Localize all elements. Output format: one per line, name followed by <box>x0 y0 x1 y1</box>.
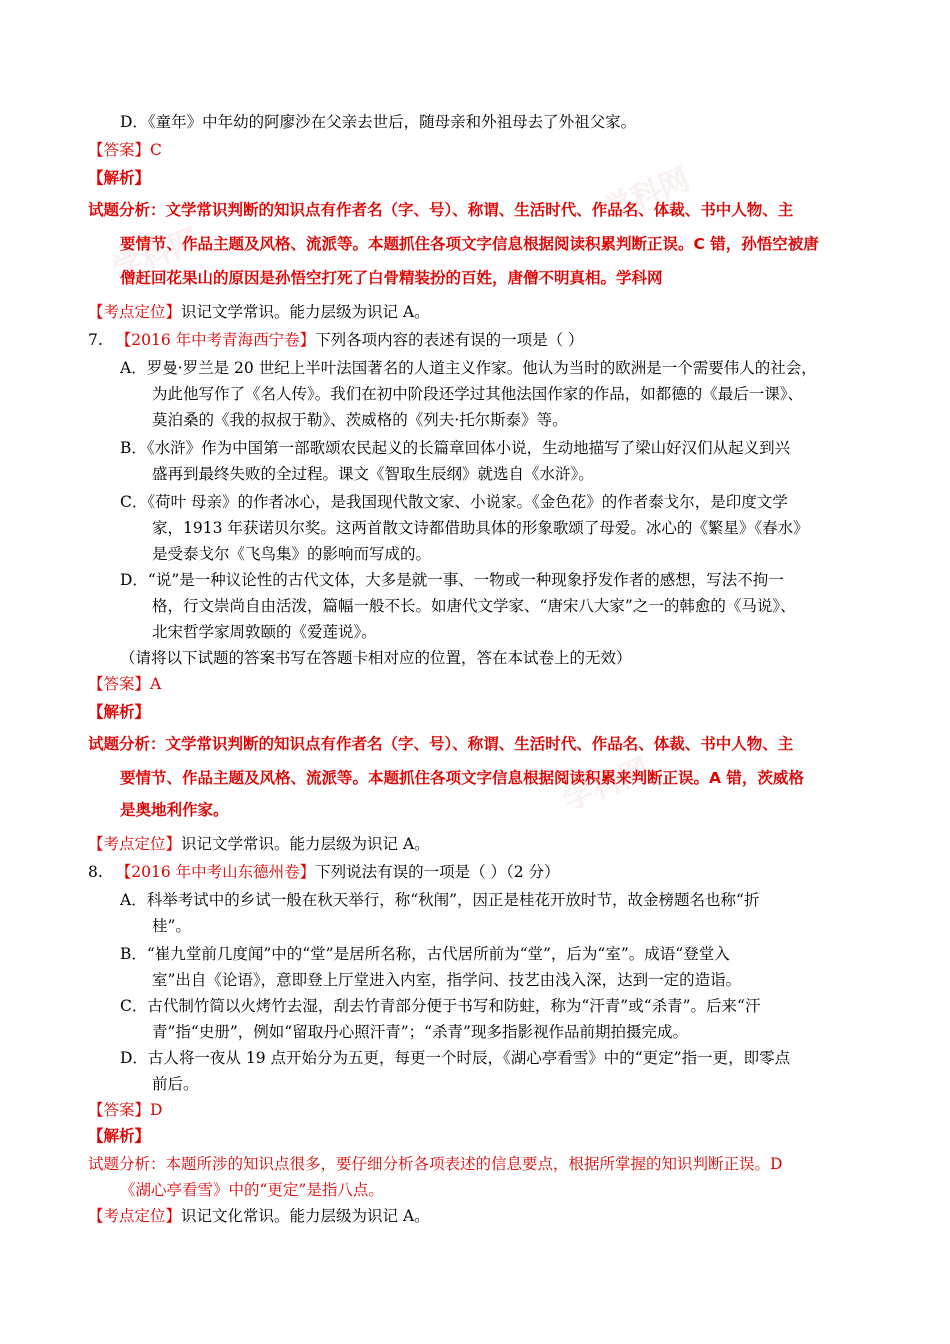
q7-analysis-line-3: 是奥地利作家。 <box>120 801 229 819</box>
q8-option-c-line-1: C．古代制竹简以火烤竹去湿，刮去竹青部分便于书写和防蛀，称为“汗青”或“杀青”。后来“汗 <box>120 997 761 1015</box>
q7-option-d-line-3: 北宋哲学家周敦颐的《爱莲说》。 <box>152 623 377 641</box>
q6-analysis-line-3: 僧赶回花果山的原因是孙悟空打死了白骨精装扮的百姓，唐僧不明真相。学科网 <box>120 269 663 287</box>
answer-label: 【答案】 <box>88 1101 151 1119</box>
q7-note: （请将以下试题的答案书写在答题卡相对应的位置，答在本试卷上的无效） <box>120 649 632 667</box>
q8-analysis-line-2: 《湖心亭看雪》中的“更定”是指八点。 <box>120 1181 384 1199</box>
q7-option-a-line-3: 莫泊桑的《我的叔叔于勒》、茨威格的《列夫·托尔斯泰》等。 <box>152 411 568 429</box>
question-source: 【2016 年中考山东德州卷】 <box>115 863 316 881</box>
q8-option-c-line-2: 青”指“史册”，例如“留取丹心照汗青”；“杀青”现多指影视作品前期拍摄完成。 <box>152 1023 688 1041</box>
q7-option-d-line-1: D．“说”是一种议论性的古代文体，大多是就一事、一物或一种现象抒发作者的感想，写法不拘一 <box>120 571 784 589</box>
kaodian-label: 【考点定位】 <box>88 1207 182 1225</box>
question-stem: 下列各项内容的表述有误的一项是（ ） <box>315 331 584 349</box>
q8-option-b-line-1: B．“崔九堂前几度闻”中的“堂”是居所名称，古代居所前为“堂”，后为“室”。成语“登堂入 <box>120 945 730 963</box>
q7-option-a-line-2: 为此他写作了《名人传》。我们在初中阶段还学过其他法国作家的作品，如都德的《最后一课》、 <box>152 385 804 403</box>
q7-analysis-label: 【解析】 <box>88 702 151 721</box>
q8-stem <box>88 862 560 882</box>
q7-option-b-line-1: B．《水浒》作为中国第一部歌颂农民起义的长篇章回体小说，生动地描写了梁山好汉们从起义到兴 <box>120 439 791 457</box>
q7-option-c-line-1: C．《荷叶 母亲》的作者冰心，是我国现代散文家、小说家。《金色花》的作者泰戈尔，是印度文学 <box>120 493 788 511</box>
q8-option-d-line-1: D．古人将一夜从 19 点开始分为五更，每更一个时辰，《湖心亭看雪》中的“更定”指一更，即零点 <box>120 1049 791 1067</box>
q7-stem <box>88 330 584 350</box>
q7-answer <box>88 674 161 694</box>
q8-analysis-label: 【解析】 <box>88 1126 151 1145</box>
kaodian-text: 识记文学常识。能力层级为识记 A。 <box>181 303 430 321</box>
q7-option-c-line-2: 家，1913 年获诺贝尔奖。这两首散文诗都借助具体的形象歌颂了母爱。冰心的《繁星》《春水》 <box>152 519 809 537</box>
q8-kaodian <box>88 1206 430 1226</box>
answer-label: 【答案】 <box>88 675 151 693</box>
answer-value: A <box>150 675 162 693</box>
q8-option-a-line-2: 桂”。 <box>152 917 191 935</box>
watermark-logo: 学科网 <box>108 222 205 289</box>
q8-analysis-line-1: 试题分析：本题所涉的知识点很多，要仔细分析各项表述的信息要点，根据所掌握的知识判断正误。D <box>88 1155 783 1173</box>
q8-option-a-line-1: A．科举考试中的乡试一般在秋天举行，称“秋闱”，因正是桂花开放时节，故金榜题名也称“折 <box>120 891 760 909</box>
q8-option-b-line-2: 室”出自《论语》，意即登上厅堂进入内室，指学问、技艺由浅入深，达到一定的造诣。 <box>152 971 742 989</box>
kaodian-label: 【考点定位】 <box>88 303 182 321</box>
watermark-logo: 学科网 <box>558 752 655 819</box>
answer-value: C <box>150 141 162 159</box>
q7-analysis-line-1: 试题分析：文学常识判断的知识点有作者名（字、号）、称谓、生活时代、作品名、体裁、书中人物、主 <box>88 735 794 753</box>
kaodian-label: 【考点定位】 <box>88 835 182 853</box>
question-source: 【2016 年中考青海西宁卷】 <box>115 331 316 349</box>
q6-option-d: D．《童年》中年幼的阿廖沙在父亲去世后，随母亲和外祖母去了外祖父家。 <box>120 113 637 131</box>
answer-label: 【答案】 <box>88 141 151 159</box>
q7-option-c-line-3: 是受泰戈尔《飞鸟集》的影响而写成的。 <box>152 545 432 563</box>
question-number: 7. <box>88 331 103 349</box>
q6-analysis-line-2: 要情节、作品主题及风格、流派等。本题抓住各项文字信息根据阅读积累判断正误。C 错，孙悟空被唐 <box>120 235 819 253</box>
watermark-logo: 学科网 <box>598 162 695 229</box>
q8-option-d-line-2: 前后。 <box>152 1075 199 1093</box>
kaodian-text: 识记文化常识。能力层级为识记 A。 <box>181 1207 430 1225</box>
q6-analysis-label: 【解析】 <box>88 168 151 187</box>
q8-answer <box>88 1100 162 1120</box>
q7-option-d-line-2: 格，行文崇尚自由活泼，篇幅一般不长。如唐代文学家、“唐宋八大家”之一的韩愈的《马说》、 <box>152 597 796 615</box>
question-stem: 下列说法有误的一项是（ ）（2 分） <box>315 863 560 881</box>
answer-value: D <box>150 1101 163 1119</box>
q6-answer <box>88 140 162 160</box>
q6-kaodian <box>88 302 430 322</box>
kaodian-text: 识记文学常识。能力层级为识记 A。 <box>181 835 430 853</box>
q6-analysis-line-1: 试题分析：文学常识判断的知识点有作者名（字、号）、称谓、生活时代、作品名、体裁、书中人物、主 <box>88 201 794 219</box>
question-number: 8. <box>88 863 103 881</box>
q7-kaodian <box>88 834 430 854</box>
q7-option-a-line-1: A．罗曼·罗兰是 20 世纪上半叶法国著名的人道主义作家。他认为当时的欧洲是一个需要伟人的社会， <box>120 359 817 377</box>
q7-analysis-line-2: 要情节、作品主题及风格、流派等。本题抓住各项文字信息根据阅读积累来判断正误。A 错，茨威格 <box>120 769 804 787</box>
q7-option-b-line-2: 盛再到最终失败的全过程。课文《智取生辰纲》就选自《水浒》。 <box>152 465 594 483</box>
